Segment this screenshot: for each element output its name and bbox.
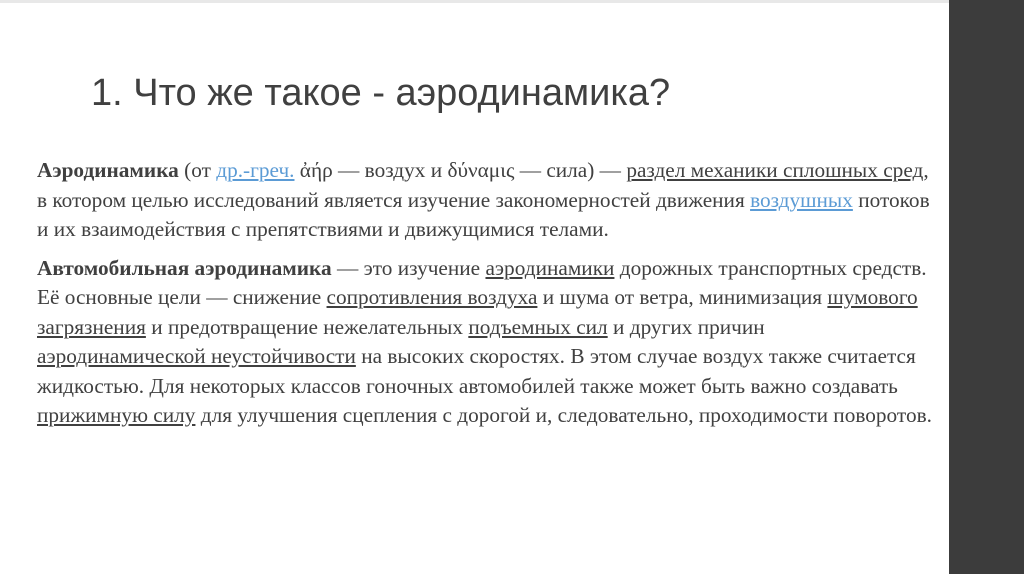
link-ancient-greek[interactable]: др.-греч.: [216, 158, 295, 182]
link-noise-pollution[interactable]: шумового загрязнения: [37, 285, 918, 339]
link-aerodynamic-instability[interactable]: аэродинамической неустойчивости: [37, 344, 356, 368]
term-aerodynamics: Аэродинамика: [37, 158, 179, 182]
slide-body: [37, 156, 937, 431]
right-sidebar: [949, 0, 1024, 574]
text-segment: и других причин: [607, 314, 765, 339]
paragraph-automotive-aerodynamics: [37, 254, 937, 431]
top-border: [0, 0, 949, 3]
term-automotive-aerodynamics: Автомобильная аэродинамика: [37, 255, 332, 280]
text-segment: дорожных транспортных средств. Её основные цели — снижение: [37, 255, 927, 309]
link-air-resistance[interactable]: сопротивления воздуха: [326, 285, 538, 309]
text-segment: для улучшения сцепления с дорогой и, следовательно, проходимости поворотов.: [195, 403, 932, 427]
slide-title: 1. Что же такое - аэродинамика?: [91, 72, 671, 114]
text-segment: потоков и их взаимодействия с препятствиями и движущимися телами.: [37, 187, 930, 241]
text-segment: — это изучение: [331, 255, 486, 280]
text-segment: и предотвращение нежелательных: [145, 314, 469, 339]
link-continuum-mechanics[interactable]: раздел механики сплошных сред: [626, 158, 924, 182]
link-downforce[interactable]: прижимную силу: [37, 403, 196, 427]
link-air[interactable]: воздушных: [750, 187, 853, 212]
text-segment: ἀήρ — воздух и δύναμις — сила) —: [294, 158, 627, 182]
text-segment: на высоких скоростях. В этом случае воздух также считается жидкостью. Для некоторых классов гоночных автомобилей также может быть важно создавать: [37, 344, 916, 398]
link-lift-forces[interactable]: подъемных сил: [468, 314, 608, 339]
text-segment: , в котором целью исследований является изучение закономерностей движения: [37, 158, 929, 212]
link-aerodynamics[interactable]: аэродинамики: [485, 255, 615, 280]
paragraph-aerodynamics: [37, 156, 937, 245]
text-segment: (от: [178, 158, 217, 182]
text-segment: и шума от ветра, минимизация: [537, 285, 828, 309]
